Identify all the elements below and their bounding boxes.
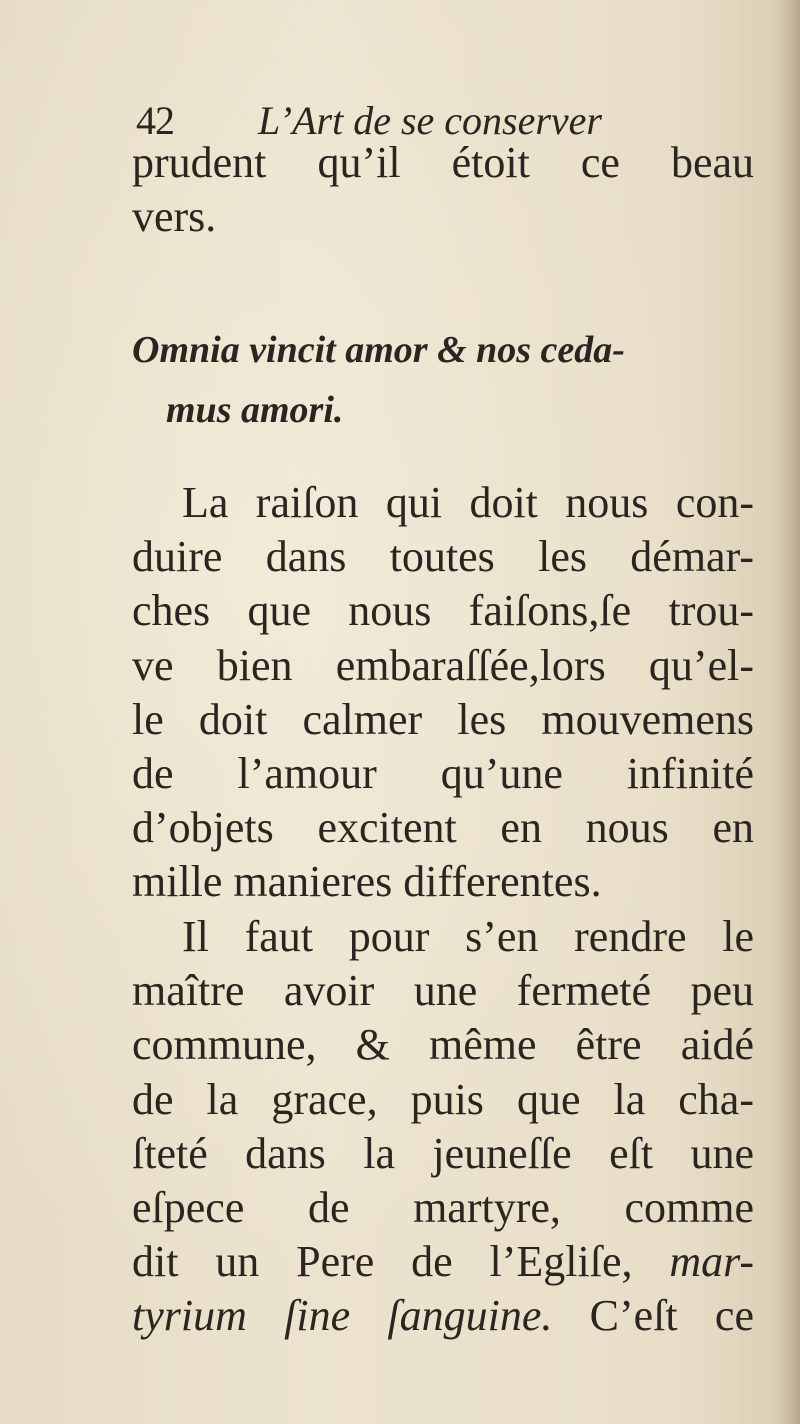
- text-line: ve bien embaraſſée,lors qu’el-: [132, 640, 754, 690]
- text-line: La raiſon qui doit nous con-: [182, 478, 754, 527]
- text-line: [132, 1235, 754, 1289]
- text-line: de la grace, puis que la cha-: [132, 1074, 754, 1124]
- text-line: vers.: [132, 192, 217, 242]
- text-segment: C’eſt ce: [589, 1291, 754, 1341]
- text-line: prudent qu’il étoit ce beau: [132, 138, 754, 187]
- text-line: duire dans toutes les démar-: [132, 532, 754, 582]
- text-line: eſpece de martyre, comme: [132, 1183, 754, 1233]
- running-title: L’Art de se conserver: [258, 98, 602, 143]
- page-edge-shadow: [774, 0, 800, 1424]
- quote-line: mus amori.: [166, 389, 344, 431]
- quote-line: Omnia vincit amor & nos ceda-: [132, 329, 625, 371]
- text-line: ſteté dans la jeuneſſe eſt une: [132, 1128, 754, 1178]
- text-segment: dit un Pere de l’Egliſe,: [132, 1237, 633, 1287]
- text-line: mille manieres differentes.: [132, 857, 602, 907]
- text-line: ches que nous faiſons,ſe trou-: [132, 586, 754, 636]
- latin-phrase: tyrium ſine ſanguine.: [132, 1291, 553, 1341]
- paragraph-2: [132, 910, 754, 1344]
- text-line: maître avoir une fermeté peu: [132, 966, 754, 1016]
- text-line: Il faut pour s’en rendre le: [182, 912, 754, 961]
- text-line: commune, & même être aidé: [132, 1020, 754, 1070]
- page-number: 42: [136, 98, 174, 143]
- carryover-text: [132, 136, 754, 244]
- paragraph-1: [132, 476, 754, 910]
- text-line: d’objets excitent en nous en: [132, 803, 754, 853]
- text-line: [132, 1289, 754, 1343]
- text-line: de l’amour qu’une infinité: [132, 749, 754, 799]
- text-line: le doit calmer les mouvemens: [132, 694, 754, 744]
- latin-quotation: [132, 320, 752, 440]
- latin-phrase: mar-: [669, 1237, 754, 1287]
